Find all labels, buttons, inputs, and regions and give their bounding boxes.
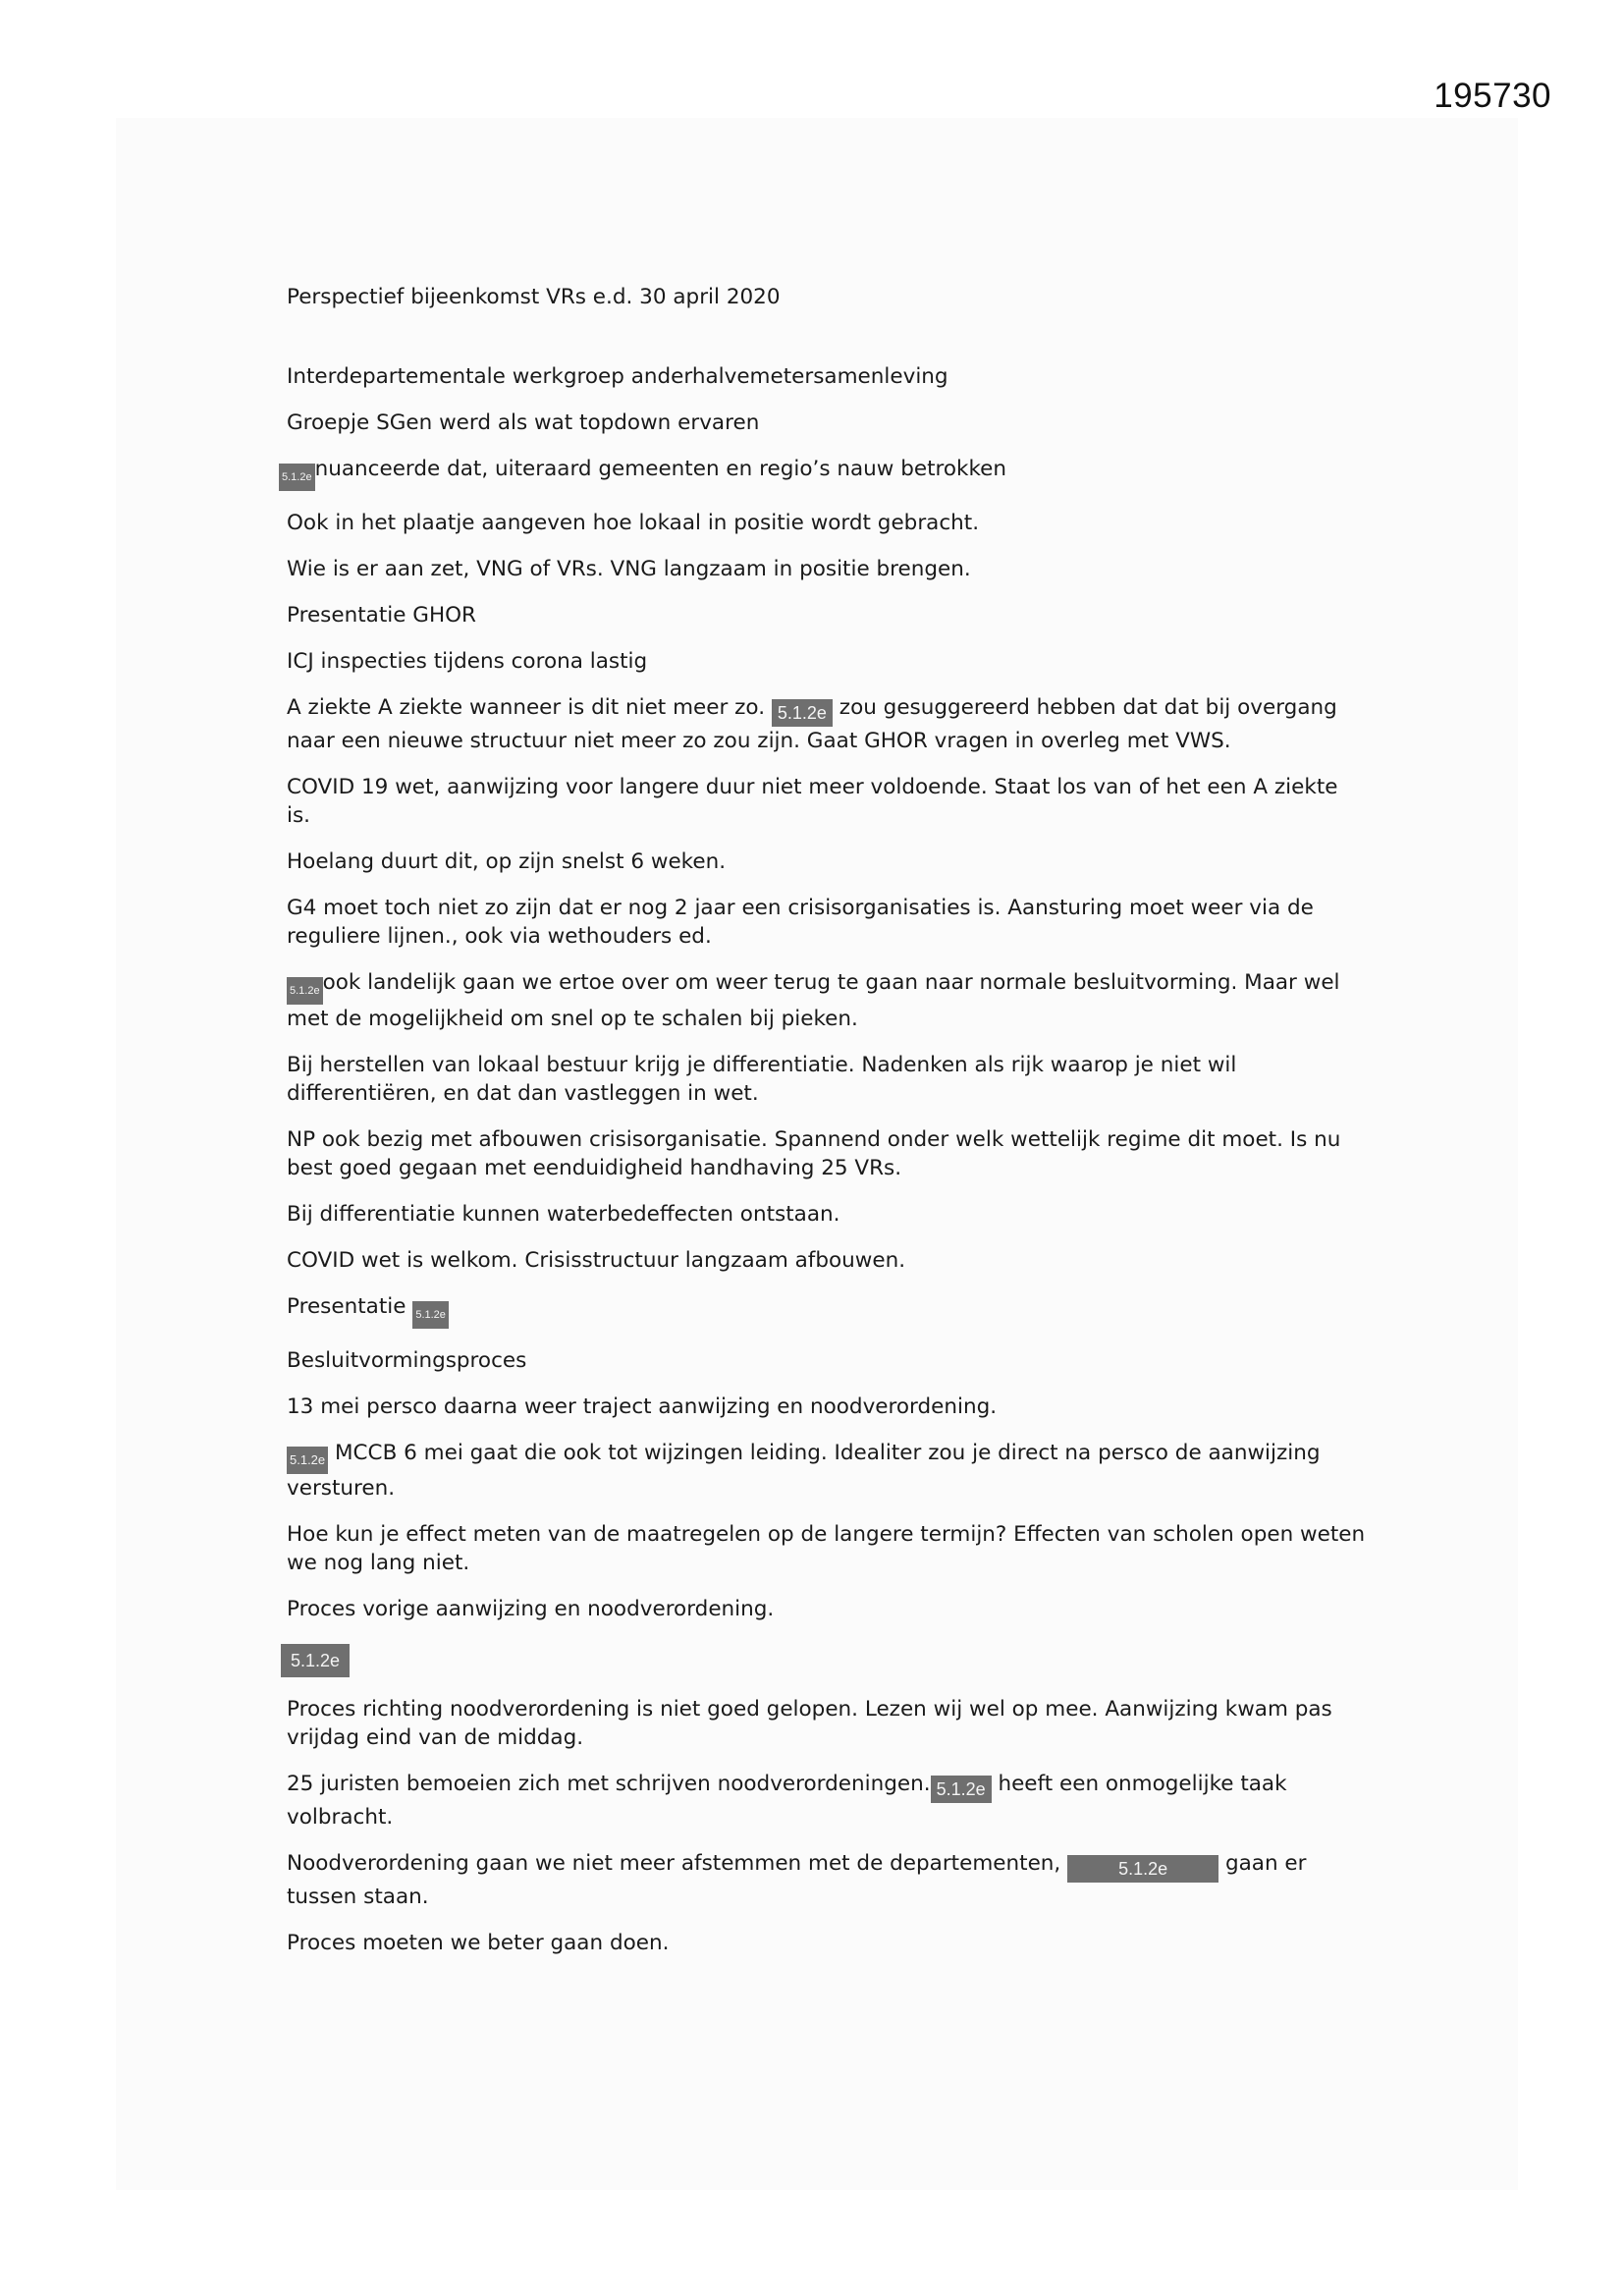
paragraph	[281, 1641, 1367, 1677]
redaction-mark: 5.1.2e	[1067, 1855, 1218, 1883]
paragraph-text: Proces richting noodverordening is niet goed gelopen. Lezen wij wel op mee. Aanwijzing kwam pas vrijdag eind van de middag.	[287, 1697, 1332, 1750]
document-body	[282, 283, 1367, 1975]
paragraph-text: Noodverordening gaan we niet meer afstemmen met de departementen,	[287, 1851, 1061, 1876]
redaction-mark: 5.1.2e	[931, 1776, 992, 1803]
paragraph	[287, 1200, 1367, 1229]
paragraph-text: G4 moet toch niet zo zijn dat er nog 2 jaar een crisisorganisaties is. Aansturing moet weer via de reguliere lijnen., ook via wethouders ed.	[287, 896, 1314, 949]
paragraph-text: Bij differentiatie kunnen waterbedeffecten ontstaan.	[287, 1202, 840, 1227]
paragraph	[287, 1595, 1367, 1623]
paragraph	[287, 1125, 1367, 1182]
paragraph-text: A ziekte A ziekte wanneer is dit niet meer zo.	[287, 695, 766, 720]
paragraph-text: Proces vorige aanwijzing en noodverordening.	[287, 1597, 775, 1621]
paragraph-text: COVID wet is welkom. Crisisstructuur langzaam afbouwen.	[287, 1248, 906, 1273]
paragraph	[287, 362, 1367, 391]
paragraph-text: COVID 19 wet, aanwijzing voor langere duur niet meer voldoende. Staat los van of het een A ziekte is.	[287, 775, 1338, 828]
redaction-mark: 5.1.2e	[287, 1447, 328, 1474]
paragraph-text: Groepje SGen werd als wat topdown ervaren	[287, 410, 760, 435]
paragraph	[287, 647, 1367, 676]
paragraph-text: heeft een onmogelijke taak volbracht.	[287, 1772, 1287, 1830]
paragraph-text: Interdepartementale werkgroep anderhalvemetersamenleving	[287, 364, 948, 389]
paragraph	[287, 894, 1367, 951]
paragraph-text: MCCB 6 mei gaat die ook tot wijzingen leiding. Idealiter zou je direct na persco de aanwijzing versturen.	[287, 1441, 1321, 1501]
paragraph-text: 25 juristen bemoeien zich met schrijven noodverordeningen.	[287, 1772, 931, 1796]
paragraph	[287, 1849, 1367, 1911]
paragraph-text: Hoelang duurt dit, op zijn snelst 6 weken.	[287, 849, 727, 874]
paragraph-text: NP ook bezig met afbouwen crisisorganisatie. Spannend onder welk wettelijk regime dit moet. Is nu best goed gegaan met eenduidigheid handhaving 25 VRs.	[287, 1127, 1341, 1180]
paragraph	[287, 847, 1367, 876]
paragraph-text: ICJ inspecties tijdens corona lastig	[287, 649, 648, 674]
paragraph	[287, 1346, 1367, 1375]
paragraph-text: ook landelijk gaan we ertoe over om weer terug te gaan naar normale besluitvorming. Maar wel met de mogelijkheid om snel op te schalen bij pieken.	[287, 970, 1340, 1031]
document-number: 195730	[1434, 77, 1551, 115]
paragraph	[287, 409, 1367, 437]
redaction-mark: 5.1.2e	[412, 1301, 449, 1329]
redaction-mark: 5.1.2e	[287, 977, 323, 1005]
paragraph	[287, 509, 1367, 537]
paragraph	[287, 693, 1367, 755]
paragraph-text: Ook in het plaatje aangeven hoe lokaal in positie wordt gebracht.	[287, 511, 980, 535]
paragraph-text: zou gesuggereerd hebben dat dat bij overgang naar een nieuwe structuur niet meer zo zou zijn. Gaat GHOR vragen in overleg met VWS.	[287, 695, 1337, 753]
paragraph	[287, 1246, 1367, 1275]
paragraph-text: Presentatie GHOR	[287, 603, 476, 628]
paragraph-text: Besluitvormingsproces	[287, 1348, 527, 1373]
paragraph-text: nuanceerde dat, uiteraard gemeenten en regio’s nauw betrokken	[314, 457, 1007, 481]
paragraph-text: 13 mei persco daarna weer traject aanwijzing en noodverordening.	[287, 1394, 998, 1419]
paragraph	[287, 1292, 1367, 1329]
redaction-mark: 5.1.2e	[772, 699, 833, 727]
redaction-mark: 5.1.2e	[281, 1644, 350, 1677]
paragraph	[287, 1051, 1367, 1108]
paragraph	[279, 455, 1367, 491]
paragraph-text: Wie is er aan zet, VNG of VRs. VNG langzaam in positie brengen.	[287, 557, 971, 581]
paragraph-text: gaan er tussen staan.	[287, 1851, 1307, 1909]
paragraph	[287, 555, 1367, 583]
paragraph	[287, 1929, 1367, 1957]
redaction-mark: 5.1.2e	[279, 464, 315, 491]
paragraph	[287, 1695, 1367, 1752]
paragraph	[287, 1770, 1367, 1831]
paragraph	[287, 601, 1367, 629]
paragraph	[287, 1520, 1367, 1577]
paragraph	[287, 1439, 1367, 1503]
paragraph-text: Bij herstellen van lokaal bestuur krijg je differentiatie. Nadenken als rijk waarop je niet wil differentiëren, en dat dan vastleggen in wet.	[287, 1053, 1237, 1106]
paragraph-text: Proces moeten we beter gaan doen.	[287, 1931, 670, 1955]
paragraph	[287, 968, 1367, 1033]
paragraph	[287, 1393, 1367, 1421]
paragraph-text: Hoe kun je effect meten van de maatregelen op de langere termijn? Effecten van scholen open weten we nog lang niet.	[287, 1522, 1366, 1575]
document-title: Perspectief bijeenkomst VRs e.d. 30 april 2020	[287, 285, 781, 309]
paragraph	[287, 773, 1367, 830]
paragraph-text: Presentatie	[287, 1294, 406, 1319]
